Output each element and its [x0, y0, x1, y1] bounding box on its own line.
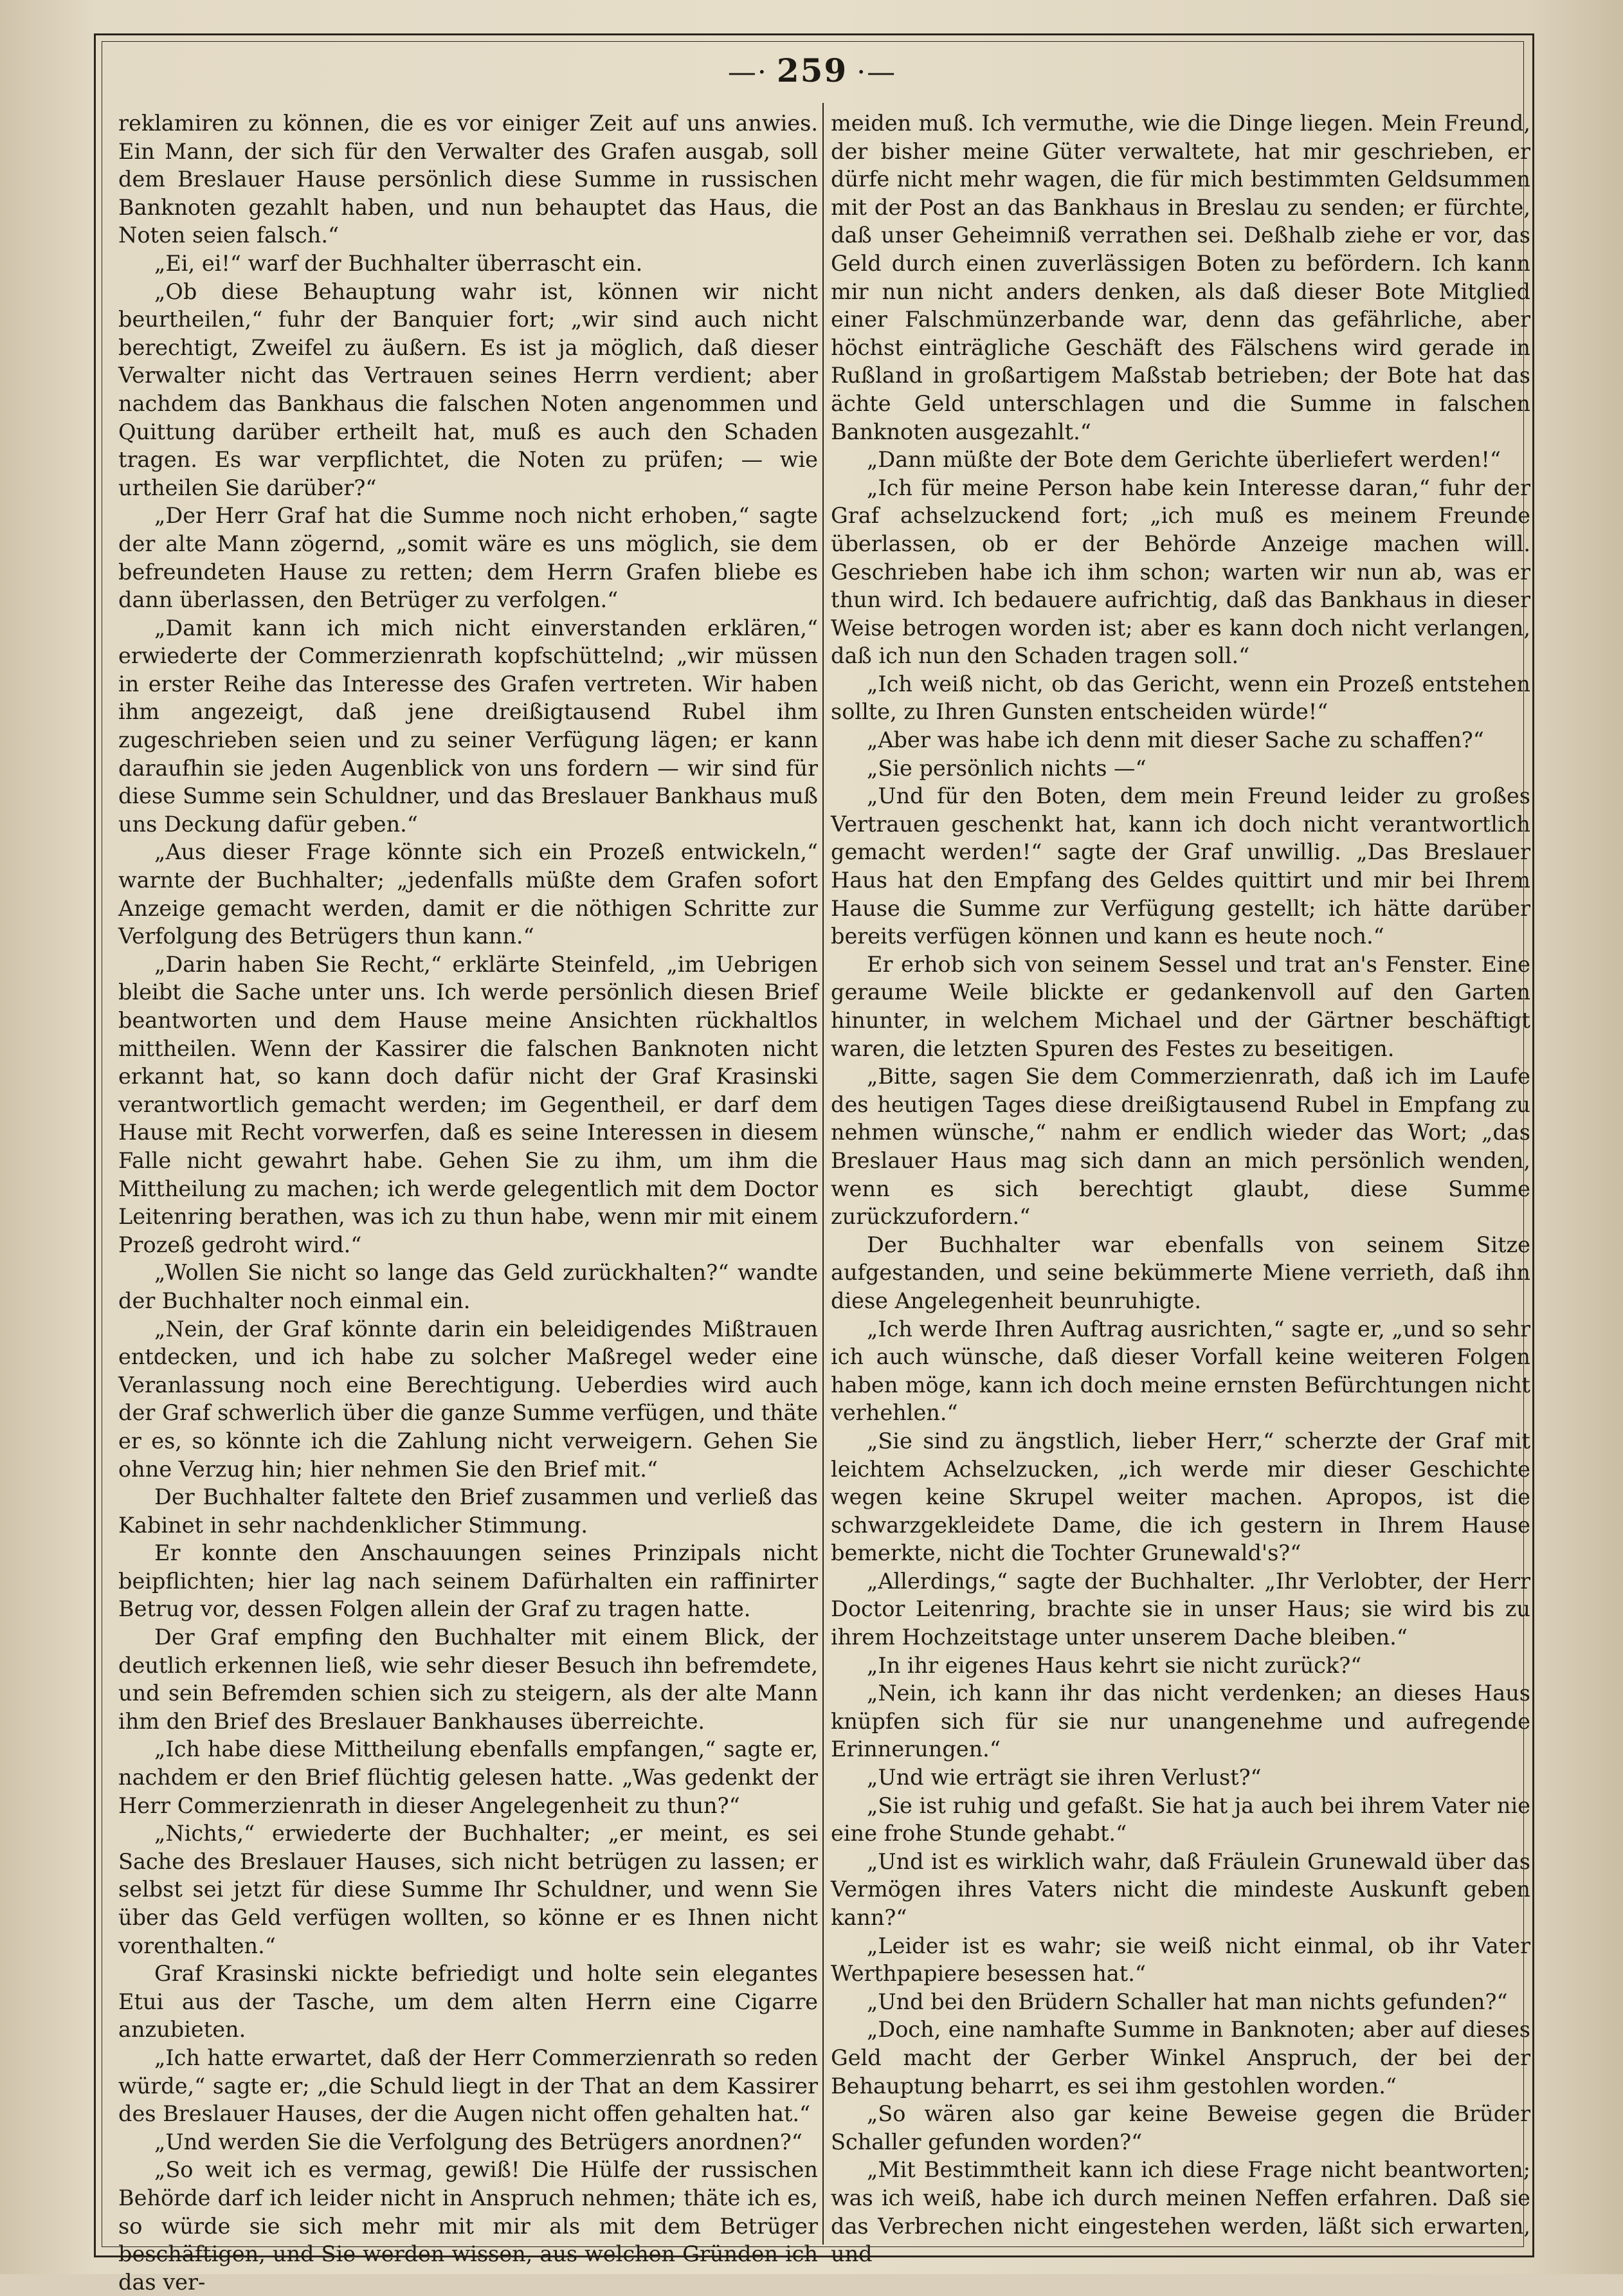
paragraph: „Nein, ich kann ihr das nicht verdenken; an dieses Haus knüpfen sich für sie nur unangenehme und aufregende Erinnerungen.“: [831, 1681, 1530, 1762]
paragraph: „Und werden Sie die Verfolgung des Betrügers anordnen?“: [154, 2129, 802, 2155]
paragraph: „Ich habe diese Mittheilung ebenfalls empfangen,“ sagte er, nachdem er den Brief flüchtig gelesen hatte. „Was gedenkt der Herr Commerzienrath in dieser Angelegenheit zu thun?“: [118, 1736, 818, 1818]
paragraph: „Ich für meine Person habe kein Interesse daran,“ fuhr der Graf achselzuckend fort; „ich muß es meinem Freunde überlassen, ob er der Behörde Anzeige machen will. Geschrieben habe ich ihm schon; warten wir nun ab, was er thun wird. Ich bedauere aufrichtig, daß das Bankhaus in dieser Weise betrogen worden ist; aber es kann doch nicht verlangen, daß ich nun den Schaden tragen soll.“: [831, 475, 1530, 669]
paragraph: „Und wie erträgt sie ihren Verlust?“: [867, 1765, 1262, 1790]
paragraph: „Mit Bestimmtheit kann ich diese Frage nicht beantworten; was ich weiß, habe ich durch meinen Neffen erfahren. Daß sie das Verbrechen nicht eingestehen werden, läßt sich erwarten, und: [831, 2157, 1530, 2267]
paragraph: „Aus dieser Frage könnte sich ein Prozeß entwickeln,“ warnte der Buchhalter; „jedenfalls müßte dem Grafen sofort Anzeige gemacht werden, damit er die nöthigen Schritte zur Verfolgung des Betrügers thun kann.“: [118, 839, 818, 949]
paragraph: „Ich weiß nicht, ob das Gericht, wenn ein Prozeß entstehen sollte, zu Ihren Gunsten entscheiden würde!“: [831, 671, 1530, 725]
paragraph: Er konnte den Anschauungen seines Prinzipals nicht beipflichten; hier lag nach seinem Dafürhalten ein raffinirter Betrug vor, dessen Folgen allein der Graf zu tragen hatte.: [118, 1540, 818, 1622]
paragraph: „Wollen Sie nicht so lange das Geld zurückhalten?“ wandte der Buchhalter noch einmal ein.: [118, 1260, 818, 1313]
paragraph: „Nein, der Graf könnte darin ein beleidigendes Mißtrauen entdecken, und ich habe zu solcher Maßregel weder eine Veranlassung noch eine Berechtigung. Ueberdies wird auch der Graf schwerlich über die ganze Summe verfügen, und thäte er es, so könnte ich die Zahlung nicht verweigern. Gehen Sie ohne Verzug hin; hier nehmen Sie den Brief mit.“: [118, 1316, 818, 1482]
text-column-right: [831, 109, 1530, 2267]
paragraph: „Allerdings,“ sagte der Buchhalter. „Ihr Verlobter, der Herr Doctor Leitenring, brachte sie in unser Haus; sie wird bis zu ihrem Hochzeitstage unter unserem Dache bleiben.“: [831, 1568, 1530, 1650]
paragraph: „Dann müßte der Bote dem Gerichte überliefert werden!“: [867, 447, 1501, 473]
paragraph: Er erhob sich von seinem Sessel und trat an's Fenster. Eine geraume Weile blickte er gedankenvoll auf den Garten hinunter, in welchem Michael und der Gärtner beschäftigt waren, die letzten Spuren des Festes zu beseitigen.: [831, 951, 1530, 1061]
paragraph: „So weit ich es vermag, gewiß! Die Hülfe der russischen Behörde darf ich leider nicht in Anspruch nehmen; thäte ich es, so würde sie sich mehr mit mir als mit dem Betrüger beschäftigen, und Sie werden wissen, aus welchen Gründen ich das ver-: [118, 2157, 818, 2295]
paragraph: „Und ist es wirklich wahr, daß Fräulein Grunewald über das Vermögen ihres Vaters nicht die mindeste Auskunft geben kann?“: [831, 1848, 1530, 1930]
paragraph: reklamiren zu können, die es vor einiger Zeit auf uns anwies. Ein Mann, der sich für den Verwalter des Grafen ausgab, soll dem Breslauer Hause persönlich diese Summe in russischen Banknoten gezahlt haben, und nun behauptet das Haus, die Noten seien falsch.“: [118, 111, 818, 248]
paragraph: „Aber was habe ich denn mit dieser Sache zu schaffen?“: [867, 727, 1484, 753]
paragraph: „Doch, eine namhafte Summe in Banknoten; aber auf dieses Geld macht der Gerber Winkel Anspruch, der bei der Behauptung beharrt, es sei ihm gestohlen worden.“: [831, 2017, 1530, 2099]
paragraph: „Sie ist ruhig und gefaßt. Sie hat ja auch bei ihrem Vater nie eine frohe Stunde gehabt.“: [831, 1792, 1530, 1846]
text-column-left: [118, 109, 818, 2295]
header-ornament-left: —·: [727, 56, 768, 89]
paragraph: Der Buchhalter faltete den Brief zusammen und verließ das Kabinet in sehr nachdenklicher Stimmung.: [118, 1484, 818, 1538]
paragraph: „Damit kann ich mich nicht einverstanden erklären,“ erwiederte der Commerzienrath kopfschüttelnd; „wir müssen in erster Reihe das Interesse des Grafen vertreten. Wir haben ihm angezeigt, daß jene dreißigtausend Rubel ihm zugeschrieben seien und zu seiner Verfügung lägen; er kann daraufhin sie jeden Augenblick von uns fordern — wir sind für diese Summe sein Schuldner, und das Breslauer Bankhaus muß uns Deckung dafür geben.“: [118, 615, 818, 837]
paragraph: „Darin haben Sie Recht,“ erklärte Steinfeld, „im Uebrigen bleibt die Sache unter uns. Ich werde persönlich diesen Brief beantworten und dem Hause meine Ansichten rückhaltlos mittheilen. Wenn der Kassirer die falschen Banknoten nicht erkannt hat, so kann doch dafür nicht der Graf Krasinski verantwortlich gemacht werden; im Gegentheil, er darf dem Hause mit Recht vorwerfen, daß es seine Interessen in diesem Falle nicht gewahrt habe. Gehen Sie zu ihm, um ihm die Mittheilung zu machen; ich werde gelegentlich mit dem Doctor Leitenring berathen, was ich zu thun habe, wenn mir mit einem Prozeß gedroht wird.“: [118, 951, 818, 1257]
paragraph: „Sie persönlich nichts —“: [867, 755, 1147, 781]
paragraph: „Nichts,“ erwiederte der Buchhalter; „er meint, es sei Sache des Breslauer Hauses, sich nicht betrügen zu lassen; er selbst sei jetzt für diese Summe Ihr Schuldner, und wenn Sie über das Geld verfügen wollten, so könne er es Ihnen nicht vorenthalten.“: [118, 1821, 818, 1958]
paragraph: „Leider ist es wahr; sie weiß nicht einmal, ob ihr Vater Werthpapiere besessen hat.“: [831, 1933, 1530, 1987]
paragraph: „So wären also gar keine Beweise gegen die Brüder Schaller gefunden worden?“: [831, 2101, 1530, 2155]
paragraph: „Ich hatte erwartet, daß der Herr Commerzienrath so reden würde,“ sagte er; „die Schuld liegt in der That an dem Kassirer des Breslauer Hauses, der die Augen nicht offen gehalten hat.“: [118, 2045, 818, 2127]
paragraph: „Und bei den Brüdern Schaller hat man nichts gefunden?“: [867, 1989, 1508, 2014]
paragraph: „In ihr eigenes Haus kehrt sie nicht zurück?“: [867, 1652, 1362, 1678]
paragraph: Der Graf empfing den Buchhalter mit einem Blick, der deutlich erkennen ließ, wie sehr dieser Besuch ihn befremdete, und sein Befremden schien sich zu steigern, als der alte Mann ihm den Brief des Breslauer Bankhauses überreichte.: [118, 1625, 818, 1734]
paragraph: Graf Krasinski nickte befriedigt und holte sein elegantes Etui aus der Tasche, um dem alten Herrn eine Cigarre anzubieten.: [118, 1961, 818, 2043]
header-ornament-right: ·—: [857, 56, 897, 89]
paragraph: „Ei, ei!“ warf der Buchhalter überrascht ein.: [154, 250, 643, 276]
paragraph: meiden muß. Ich vermuthe, wie die Dinge liegen. Mein Freund, der bisher meine Güter verwaltete, hat mir geschrieben, er dürfe nicht mehr wagen, die für mich bestimmten Geldsummen mit der Post an das Bankhaus in Breslau zu senden; er fürchte, daß unser Geheimniß verrathen sei. Deßhalb ziehe er vor, das Geld durch einen zuverlässigen Boten zu befördern. Ich kann mir nun nicht anders denken, als daß dieser Bote Mitglied einer Falschmünzerbande war, denn das gefährliche, aber höchst einträgliche Geschäft des Fälschens wird gerade in Rußland in großartigem Maßstab betrieben; der Bote hat das ächte Geld unterschlagen und die Summe in falschen Banknoten ausgezahlt.“: [831, 111, 1530, 444]
paragraph: „Ich werde Ihren Auftrag ausrichten,“ sagte er, „und so sehr ich auch wünsche, daß dieser Vorfall keine weiteren Folgen haben möge, kann ich doch meine ernsten Befürchtungen nicht verhehlen.“: [831, 1316, 1530, 1426]
paragraph: „Ob diese Behauptung wahr ist, können wir nicht beurtheilen,“ fuhr der Banquier fort; „wir sind auch nicht berechtigt, Zweifel zu äußern. Es ist ja möglich, daß dieser Verwalter nicht das Vertrauen seines Herrn verdient; aber nachdem das Bankhaus die falschen Noten angenommen und Quittung darüber ertheilt hat, muß es auch den Schaden tragen. Es war verpflichtet, die Noten zu prüfen; — wie urtheilen Sie darüber?“: [118, 278, 818, 500]
paragraph: „Und für den Boten, dem mein Freund leider zu großes Vertrauen geschenkt hat, kann ich doch nicht verantwortlich gemacht werden!“ sagte der Graf unwillig. „Das Breslauer Haus hat den Empfang des Geldes quittirt und mir bei Ihrem Hause die Summe zur Verfügung gestellt; ich hätte darüber bereits verfügen können und kann es heute noch.“: [831, 783, 1530, 949]
paragraph: „Der Herr Graf hat die Summe noch nicht erhoben,“ sagte der alte Mann zögernd, „somit wäre es uns möglich, sie dem befreundeten Hause zu retten; dem Herrn Grafen bliebe es dann überlassen, den Betrüger zu verfolgen.“: [118, 503, 818, 613]
paragraph: „Sie sind zu ängstlich, lieber Herr,“ scherzte der Graf mit leichtem Achselzucken, „ich werde mir dieser Geschichte wegen keine Skrupel weiter machen. Apropos, ist die schwarzgekleidete Dame, die ich gestern in Ihrem Hause bemerkte, nicht die Tochter Grunewald's?“: [831, 1428, 1530, 1566]
paragraph: „Bitte, sagen Sie dem Commerzienrath, daß ich im Laufe des heutigen Tages diese dreißigtausend Rubel in Empfang zu nehmen wünsche,“ nahm er endlich wieder das Wort; „das Breslauer Haus mag sich dann an mich persönlich wenden, wenn es sich berechtigt glaubt, diese Summe zurückzufordern.“: [831, 1064, 1530, 1230]
column-divider: [822, 103, 824, 2245]
page-number: 259: [776, 51, 848, 89]
paragraph: Der Buchhalter war ebenfalls von seinem Sitze aufgestanden, und seine bekümmerte Miene verrieth, daß ihn diese Angelegenheit beunruhigte.: [831, 1232, 1530, 1313]
page-header: [102, 45, 1523, 96]
